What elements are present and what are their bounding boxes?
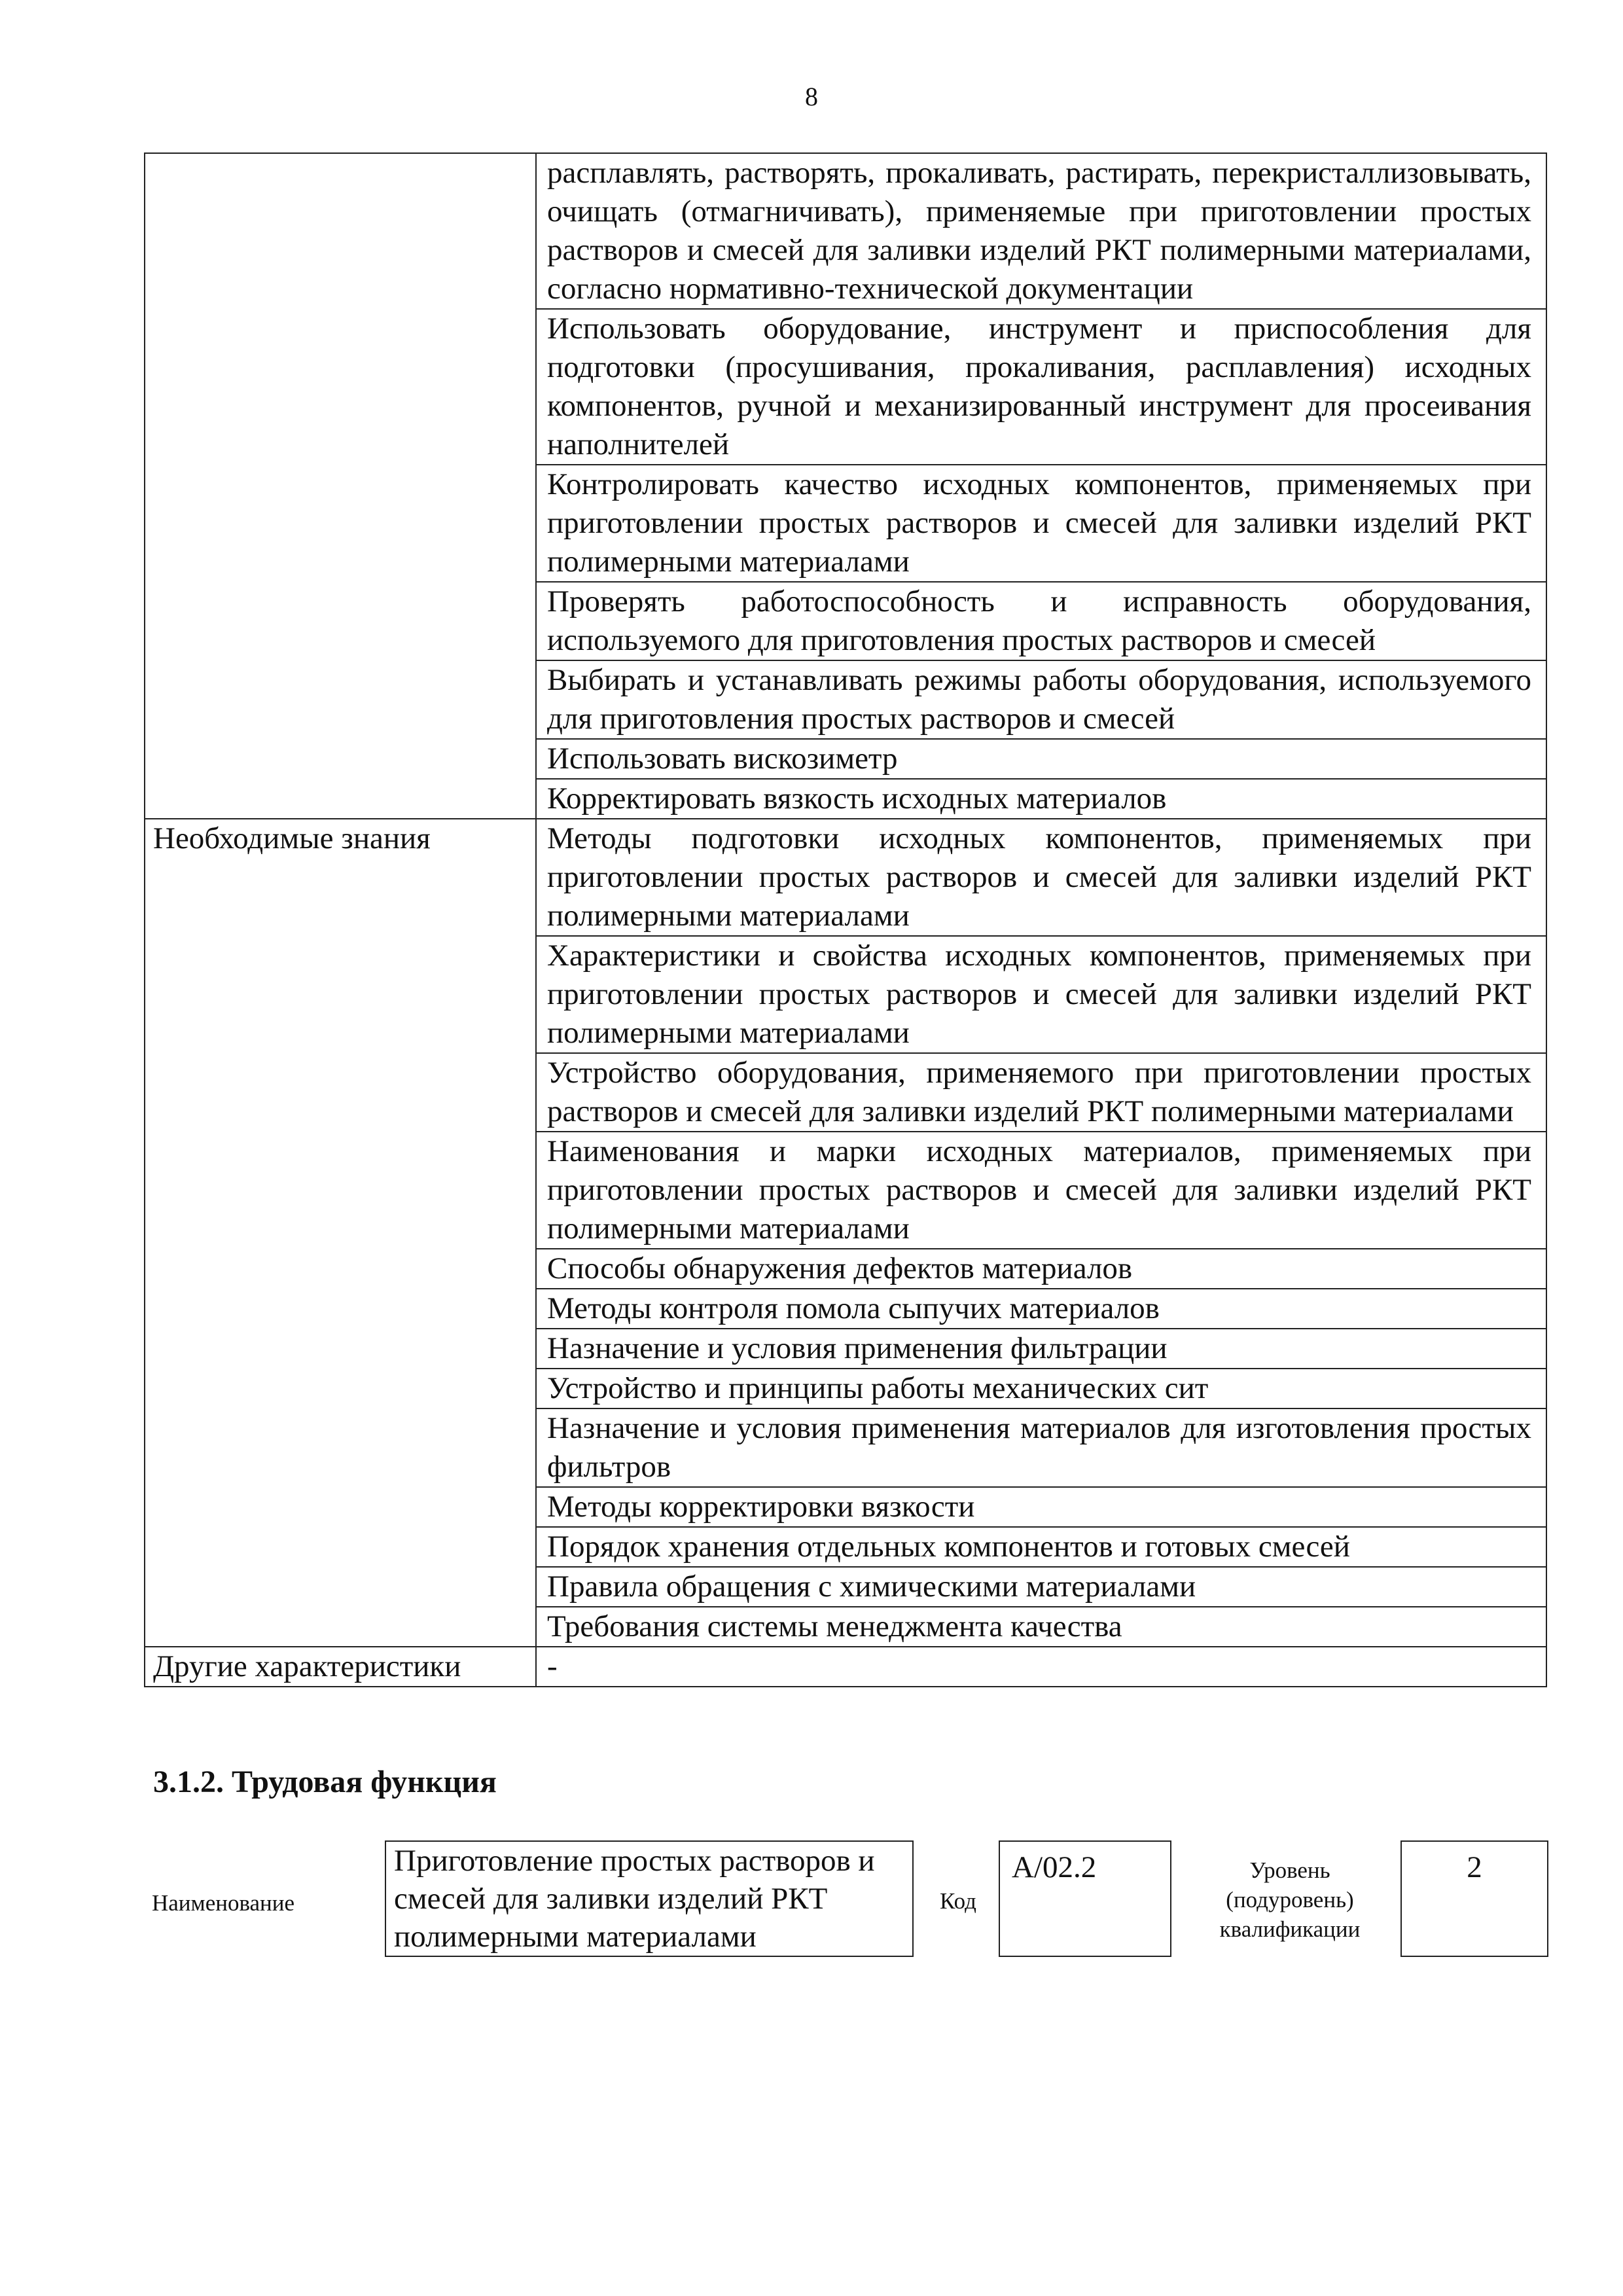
table-cell: Контролировать качество исходных компонентов, применяемых при приготовлении простых растворов и смесей для заливки изделий РКТ полимерными материалами — [536, 465, 1546, 582]
table-row — [145, 153, 1546, 309]
section-heading: 3.1.2. Трудовая функция — [153, 1765, 497, 1799]
table-cell: Использовать вискозиметр — [536, 739, 1546, 779]
code-label: Код — [940, 1888, 976, 1914]
table-cell: Методы подготовки исходных компонентов, применяемых при приготовлении простых растворов и смесей для заливки изделий РКТ полимерными материалами — [536, 819, 1546, 936]
table-cell: Требования системы менеджмента качества — [536, 1607, 1546, 1647]
level-value-box: 2 — [1400, 1840, 1548, 1957]
function-name-box: Приготовление простых растворов и смесей для заливки изделий РКТ полимерными материалами — [385, 1840, 914, 1957]
table-cell: Корректировать вязкость исходных материалов — [536, 779, 1546, 819]
code-value-box: А/02.2 — [999, 1840, 1171, 1957]
table-row — [145, 819, 1546, 936]
table-cell: расплавлять, растворять, прокаливать, растирать, перекристаллизовывать, очищать (отмагничивать), применяемые при приготовлении простых растворов и смесей для заливки изделий РКТ полимерными материалами, согласно нормативно-технической документации — [536, 153, 1546, 309]
table-cell: Правила обращения с химическими материалами — [536, 1567, 1546, 1607]
table-cell: Способы обнаружения дефектов материалов — [536, 1249, 1546, 1289]
level-label-line-2: (подуровень) — [1226, 1887, 1354, 1912]
level-label-line-3: квалификации — [1219, 1916, 1361, 1942]
row-label-skills-continued — [145, 153, 536, 819]
table-cell: Порядок хранения отдельных компонентов и готовых смесей — [536, 1527, 1546, 1567]
table-cell: Устройство оборудования, применяемого при приготовлении простых растворов и смесей для заливки изделий РКТ полимерными материалами — [536, 1053, 1546, 1132]
table-cell: Методы корректировки вязкости — [536, 1487, 1546, 1527]
table-cell: Использовать оборудование, инструмент и приспособления для подготовки (просушивания, прокаливания, расплавления) исходных компонентов, ручной и механизированный инструмент для просеивания наполнителей — [536, 309, 1546, 465]
row-label-other: Другие характеристики — [145, 1647, 536, 1687]
page-number: 8 — [805, 82, 818, 111]
name-label: Наименование — [152, 1890, 295, 1916]
table-cell: Проверять работоспособность и исправность оборудования, используемого для приготовления простых растворов и смесей — [536, 582, 1546, 660]
table-cell: Методы контроля помола сыпучих материалов — [536, 1289, 1546, 1329]
skills-knowledge-table — [144, 152, 1547, 1687]
table-cell: Назначение и условия применения материалов для изготовления простых фильтров — [536, 1408, 1546, 1487]
table-cell: Назначение и условия применения фильтрации — [536, 1329, 1546, 1369]
level-label-line-1: Уровень — [1249, 1857, 1330, 1883]
table-cell: Выбирать и устанавливать режимы работы оборудования, используемого для приготовления простых растворов и смесей — [536, 660, 1546, 739]
table-cell: - — [536, 1647, 1546, 1687]
table-row — [145, 1647, 1546, 1687]
table-cell: Характеристики и свойства исходных компонентов, применяемых при приготовлении простых растворов и смесей для заливки изделий РКТ полимерными материалами — [536, 936, 1546, 1053]
table-cell: Наименования и марки исходных материалов, применяемых при приготовлении простых растворов и смесей для заливки изделий РКТ полимерными материалами — [536, 1132, 1546, 1249]
table-cell: Устройство и принципы работы механических сит — [536, 1369, 1546, 1408]
row-label-knowledge: Необходимые знания — [145, 819, 536, 1647]
